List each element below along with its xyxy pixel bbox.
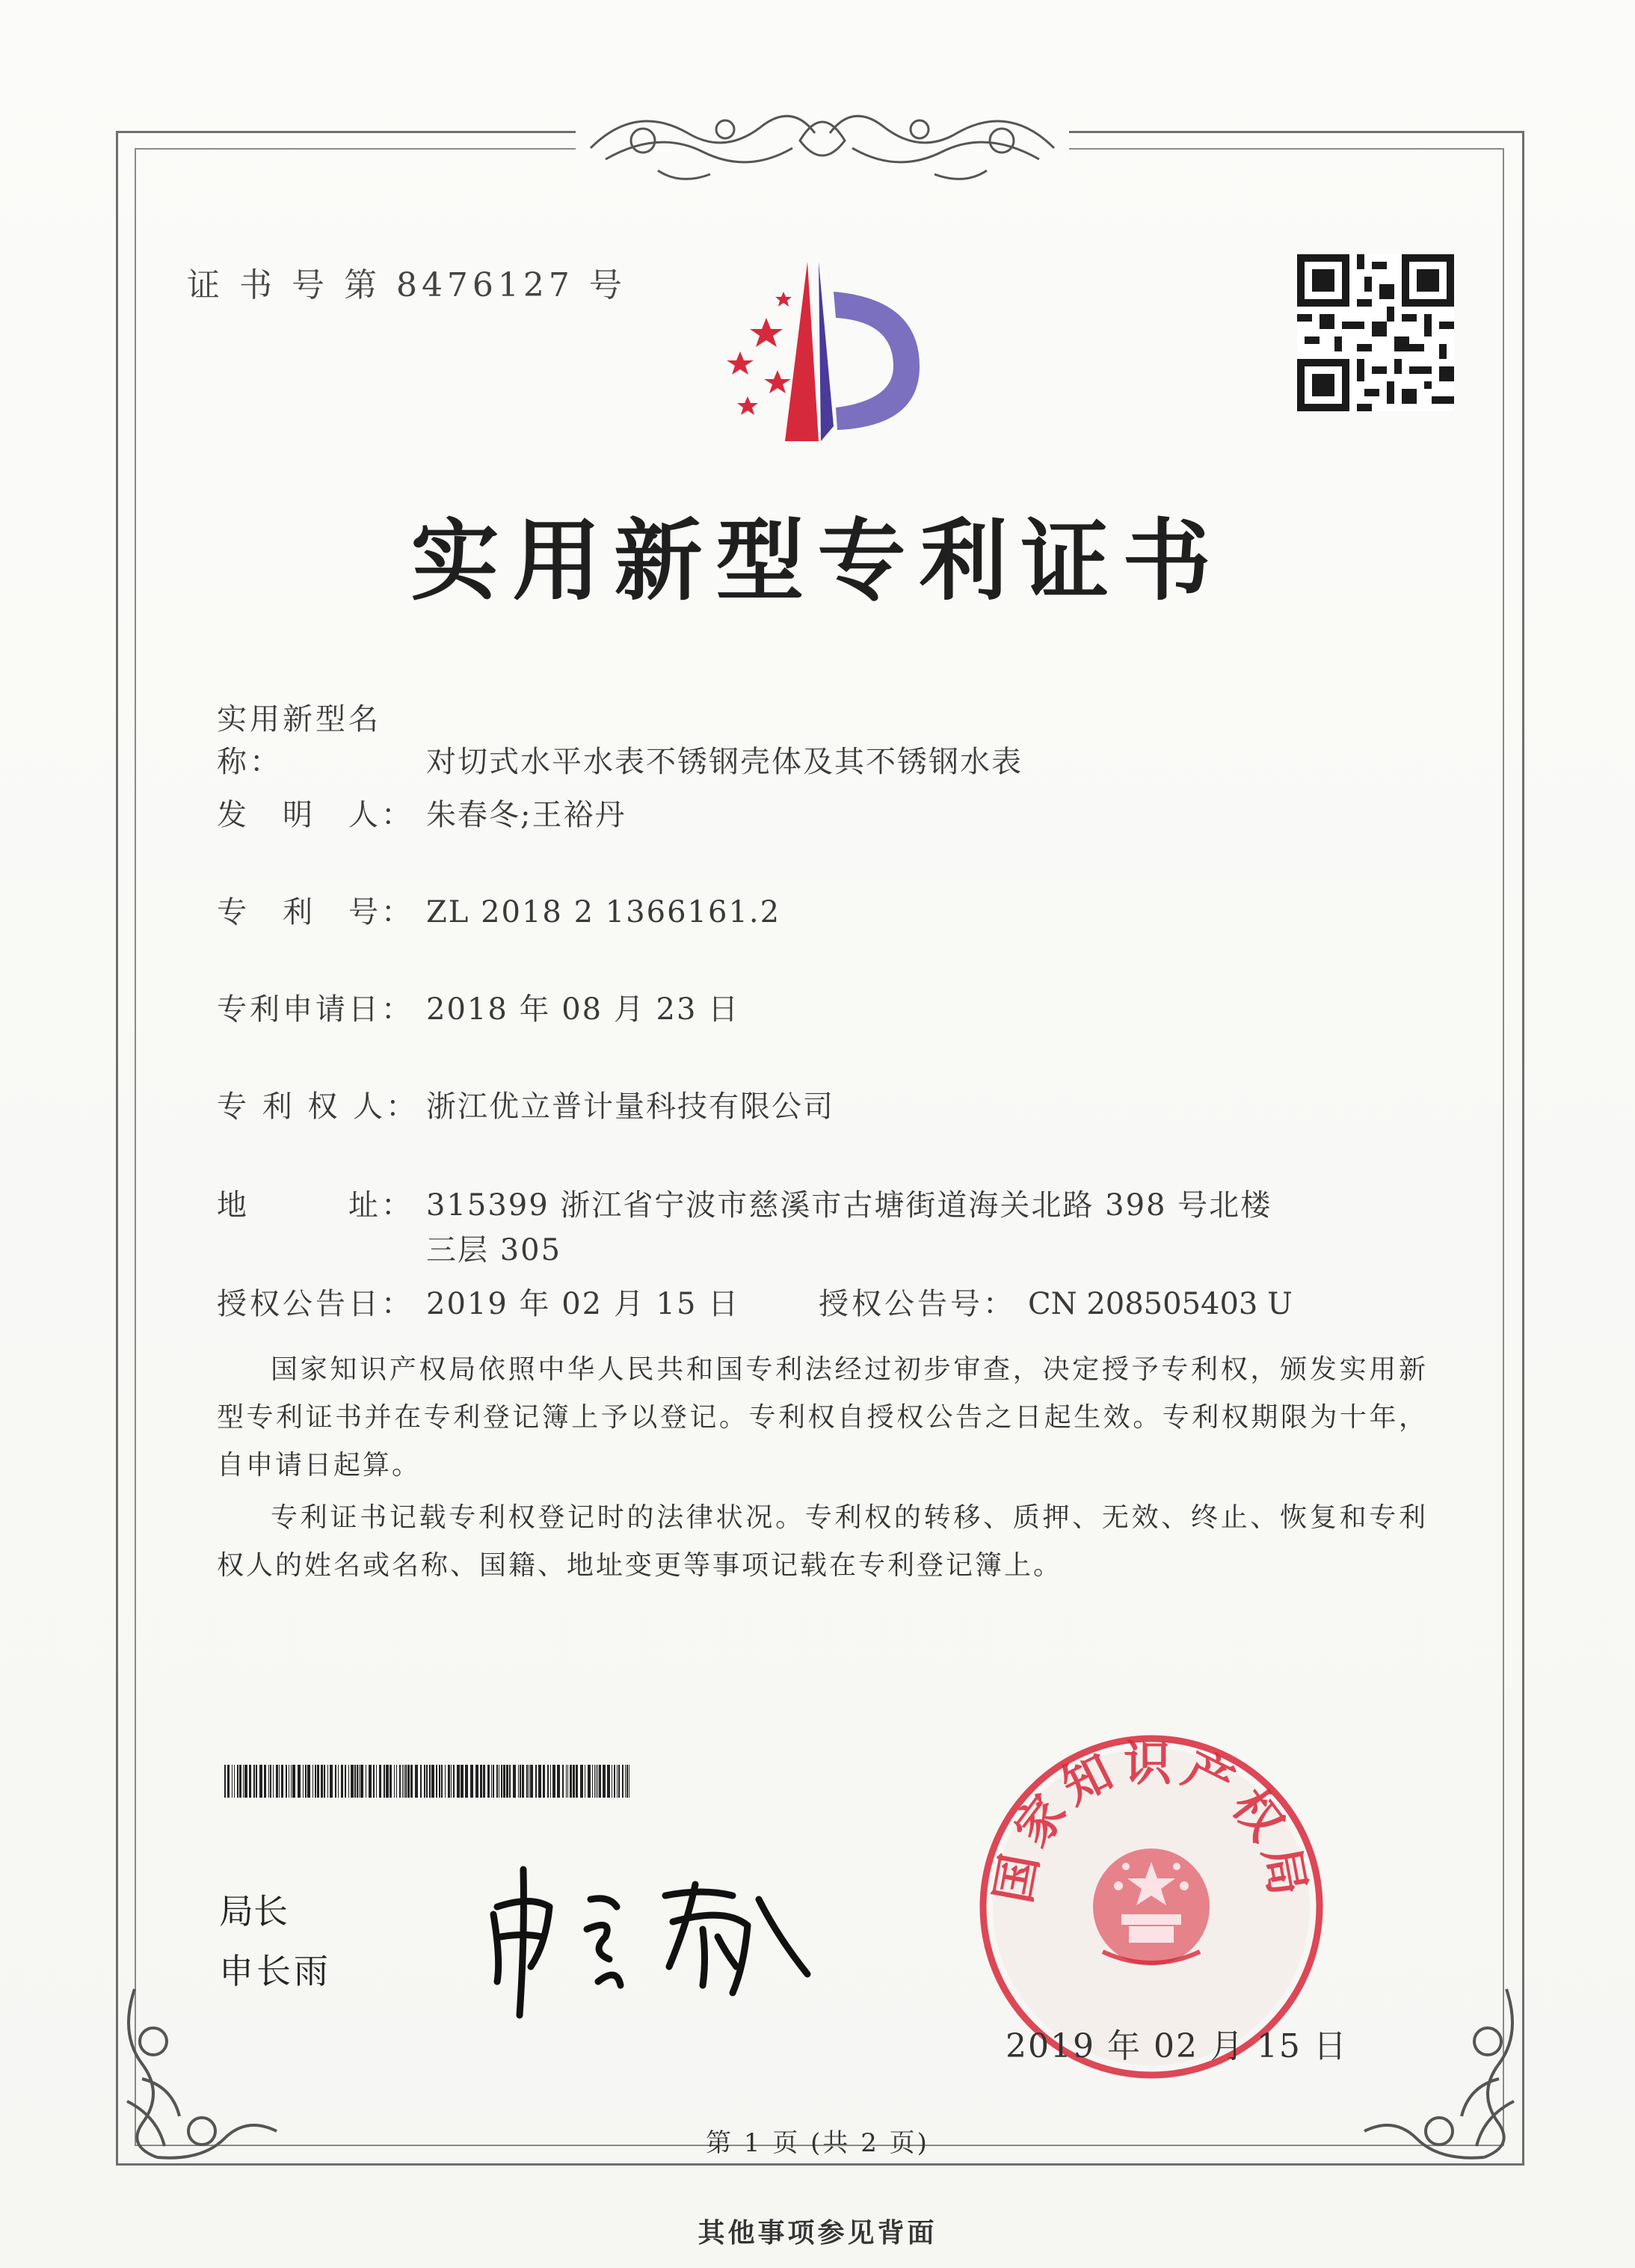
barcode-bar [576, 1765, 578, 1798]
barcode-bar [345, 1765, 346, 1798]
barcode-bar [597, 1765, 598, 1798]
seal-text: 国家知识产权局 [985, 1736, 1317, 1908]
field-inventor [217, 791, 626, 834]
barcode-bar [483, 1765, 485, 1798]
barcode-bar [286, 1765, 287, 1798]
barcode-bar [268, 1765, 269, 1798]
barcode-bar [341, 1765, 343, 1798]
field-label: 授权公告日： [217, 1287, 414, 1321]
field-address-line2 [426, 1226, 561, 1269]
barcode-bar [518, 1765, 519, 1798]
field-label: 专 利 号： [217, 895, 414, 929]
barcode-bar [426, 1765, 428, 1798]
field-label: 实用新型名称： [217, 702, 381, 779]
barcode-bar [394, 1765, 395, 1798]
barcode-bar [324, 1765, 325, 1798]
field-grant-announcement-date [217, 1280, 739, 1323]
barcode-bar [599, 1765, 601, 1798]
field-utility-model-name [217, 695, 1023, 781]
barcode-bar [384, 1765, 385, 1798]
barcode-bar [550, 1765, 551, 1798]
barcode-bar [298, 1765, 301, 1798]
barcode-bar [273, 1765, 274, 1798]
field-label: 授权公告号： [819, 1287, 1016, 1321]
barcode-bar [279, 1765, 280, 1798]
barcode-bar [618, 1765, 620, 1798]
barcode-bar [530, 1765, 533, 1798]
field-grant-announcement-number [819, 1280, 1293, 1323]
certificate-number: 证 书 号 第 8476127 号 [187, 266, 626, 304]
barcode-bar [239, 1765, 241, 1798]
barcode-bar [348, 1765, 349, 1798]
field-label: 专利申请日： [217, 992, 414, 1027]
barcode-bar [424, 1765, 425, 1798]
barcode-bar [415, 1765, 418, 1798]
barcode-bar [429, 1765, 431, 1798]
barcode-bar [457, 1765, 460, 1798]
barcode-bar [436, 1765, 437, 1798]
barcode-bar [270, 1765, 271, 1798]
barcode-bar [420, 1765, 422, 1798]
barcode-bar [451, 1765, 452, 1798]
barcode-bar [475, 1765, 478, 1798]
barcode-bar [360, 1765, 363, 1798]
barcode-bar [237, 1765, 238, 1798]
barcode-bar [573, 1765, 575, 1798]
barcode-bar [281, 1765, 283, 1798]
field-value: ZL 2018 2 1366161.2 [426, 895, 781, 929]
barcode-bar [357, 1765, 358, 1798]
field-value: 三层 305 [426, 1233, 562, 1267]
barcode-bar [402, 1765, 403, 1798]
barcode-bar [448, 1765, 450, 1798]
field-application-date [217, 986, 739, 1028]
barcode-bar [493, 1765, 494, 1798]
barcode-bar [445, 1765, 446, 1798]
barcode-bar [487, 1765, 490, 1798]
barcode-bar [373, 1765, 375, 1798]
barcode-bar [407, 1765, 410, 1798]
barcode-bar [592, 1765, 593, 1798]
field-value: 2019 年 02 月 15 日 [426, 1287, 740, 1321]
field-label: 发 明 人： [217, 798, 414, 832]
barcode-bar [503, 1765, 505, 1798]
barcode-bar [305, 1765, 307, 1798]
barcode-bar [249, 1765, 251, 1798]
barcode-bar [399, 1765, 401, 1798]
barcode-bar [543, 1765, 545, 1798]
barcode-bar [470, 1765, 473, 1798]
field-value: CN 208505403 U [1028, 1287, 1293, 1321]
seal-date: 2019 年 02 月 15 日 [1006, 2027, 1348, 2065]
barcode-bar [389, 1765, 392, 1798]
barcode-bar [496, 1765, 498, 1798]
barcode-bar [501, 1765, 502, 1798]
barcode-bar [526, 1765, 528, 1798]
barcode-bar [312, 1765, 313, 1798]
legal-paragraph: 专利证书记载专利权登记时的法律状况。专利权的转移、质押、无效、终止、恢复和专利权人的姓名或名称、国籍、地址变更等事项记载在专利登记簿上。 [217, 1502, 1428, 1581]
barcode-bar [461, 1765, 464, 1798]
barcode-bar [562, 1765, 564, 1798]
barcode-bar [617, 1765, 618, 1798]
barcode-bar [338, 1765, 339, 1798]
back-side-note: 其他事项参见背面 [698, 2217, 937, 2249]
barcode-bar [566, 1765, 567, 1798]
barcode-bar [506, 1765, 508, 1798]
barcode-bar [596, 1765, 597, 1798]
barcode-bar [552, 1765, 555, 1798]
field-address [217, 1181, 1272, 1224]
barcode-bar [453, 1765, 455, 1798]
barcode-bar [321, 1765, 323, 1798]
field-value: 浙江优立普计量科技有限公司 [426, 1090, 834, 1124]
barcode-bar [232, 1765, 233, 1798]
barcode-bar [303, 1765, 304, 1798]
barcode-bar [259, 1765, 262, 1798]
handwritten-signature-icon [478, 1854, 822, 2026]
field-value: 2018 年 08 月 23 日 [426, 992, 740, 1027]
barcode-bar [480, 1765, 482, 1798]
barcode-bar [244, 1765, 247, 1798]
field-value: 朱春冬;王裕丹 [426, 798, 626, 832]
barcode-bar [243, 1765, 244, 1798]
barcode-bar [625, 1765, 626, 1798]
barcode-bar [491, 1765, 492, 1798]
barcode-bar [292, 1765, 295, 1798]
barcode-bar [439, 1765, 440, 1798]
field-patent-number [217, 888, 780, 931]
barcode-bar [410, 1765, 413, 1798]
barcode-bar [327, 1765, 328, 1798]
barcode-bar [522, 1765, 524, 1798]
barcode-bar [253, 1765, 255, 1798]
barcode-bar [330, 1765, 333, 1798]
barcode-icon [224, 1765, 632, 1798]
barcode-bar [509, 1765, 511, 1798]
barcode-bar [317, 1765, 319, 1798]
barcode-bar [351, 1765, 354, 1798]
barcode-bar [580, 1765, 583, 1798]
barcode-bar [227, 1765, 230, 1798]
barcode-bar [594, 1765, 595, 1798]
field-value: 对切式水平水表不锈钢壳体及其不锈钢水表 [426, 745, 1023, 779]
barcode-bar [256, 1765, 257, 1798]
barcode-bar [379, 1765, 381, 1798]
barcode-bar [315, 1765, 316, 1798]
barcode-bar [557, 1765, 560, 1798]
field-value: 315399 浙江省宁波市慈溪市古塘街道海关北路 398 号北楼 [426, 1188, 1272, 1223]
barcode-bar [513, 1765, 516, 1798]
barcode-bar [520, 1765, 521, 1798]
barcode-bar [538, 1765, 541, 1798]
barcode-bar [535, 1765, 537, 1798]
barcode-bar [567, 1765, 568, 1798]
signatory-name: 申长雨 [219, 1951, 331, 1991]
field-patentee [217, 1083, 834, 1125]
barcode-bar [396, 1765, 397, 1798]
field-label: 地 址： [217, 1188, 414, 1223]
field-label: 专 利 权 人： [217, 1090, 419, 1124]
barcode-bar [386, 1765, 389, 1798]
barcode-bar [359, 1765, 360, 1798]
barcode-bar [465, 1765, 468, 1798]
barcode-bar [431, 1765, 434, 1798]
barcode-bar [405, 1765, 407, 1798]
barcode-bar [369, 1765, 372, 1798]
barcode-bar [335, 1765, 336, 1798]
barcode-bar [234, 1765, 235, 1798]
legal-paragraph: 国家知识产权局依照中华人民共和国专利法经过初步审查，决定授予专利权，颁发实用新型专利证书并在专利登记簿上予以登记。专利权自授权公告之日起生效。专利权期限为十年，自申请日起算。 [217, 1354, 1428, 1481]
barcode-bar [276, 1765, 278, 1798]
top-ornament-icon [576, 88, 1069, 193]
barcode-bar [354, 1765, 356, 1798]
barcode-bar [607, 1765, 610, 1798]
barcode-bar [622, 1765, 623, 1798]
document-title: 实用新型专利证书 [410, 508, 1225, 612]
barcode-bar [603, 1765, 606, 1798]
barcode-bar [570, 1765, 572, 1798]
barcode-bar [614, 1765, 615, 1798]
barcode-bar [441, 1765, 443, 1798]
signatory-role: 局长 [219, 1891, 288, 1932]
qr-code-icon [1297, 254, 1454, 411]
barcode-bar [291, 1765, 292, 1798]
barcode-bar [626, 1765, 628, 1798]
barcode-bar [224, 1765, 226, 1798]
barcode-bar [547, 1765, 549, 1798]
barcode-bar [307, 1765, 310, 1798]
page-indicator: 第 1 页 (共 2 页) [706, 2128, 929, 2158]
barcode-bar [376, 1765, 377, 1798]
barcode-bar [588, 1765, 591, 1798]
barcode-bar [264, 1765, 266, 1798]
cnipa-logo-icon [695, 247, 942, 449]
